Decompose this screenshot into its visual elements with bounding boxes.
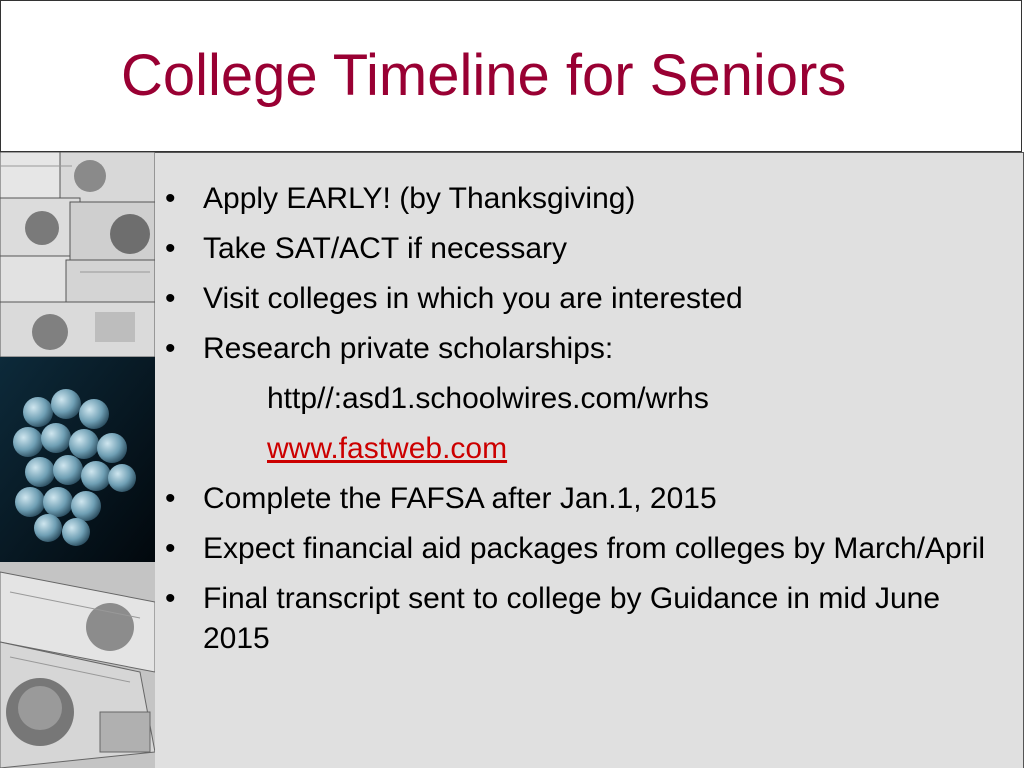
bullet-marker: •	[165, 482, 176, 515]
hundred-dollar-bills-icon	[0, 562, 155, 768]
bullet-text: Research private scholarships:	[203, 332, 614, 365]
bullet-text: Final transcript sent to college by Guidance in mid June 2015	[203, 582, 941, 655]
list-item	[155, 329, 995, 369]
list-item	[155, 279, 995, 319]
bullet-marker: •	[165, 332, 176, 365]
list-item	[155, 179, 995, 219]
bullet-text: Expect financial aid packages from colleges by March/April	[203, 532, 986, 565]
bullet-text: Take SAT/ACT if necessary	[203, 232, 568, 265]
bullet-text: Apply EARLY! (by Thanksgiving)	[203, 182, 636, 215]
side-image-collage	[0, 152, 155, 768]
list-item	[155, 229, 995, 269]
list-item	[155, 479, 995, 519]
dollar-bills-icon	[0, 152, 155, 357]
list-item	[155, 379, 995, 419]
bullet-marker: •	[165, 582, 176, 615]
list-item	[155, 429, 995, 469]
bullet-text: Complete the FAFSA after Jan.1, 2015	[203, 482, 717, 515]
slide-title: College Timeline for Seniors	[121, 43, 847, 108]
list-item	[155, 529, 995, 569]
side-image-strip	[0, 152, 155, 768]
bullet-marker: •	[165, 182, 176, 215]
content-panel	[155, 152, 1024, 768]
list-item	[155, 579, 995, 659]
bullet-list	[155, 179, 995, 669]
bullet-marker: •	[165, 232, 176, 265]
fastweb-link[interactable]: www.fastweb.com	[267, 432, 508, 465]
bullet-text: Visit colleges in which you are interested	[203, 282, 743, 315]
bullet-marker: •	[165, 282, 176, 315]
scholarship-url-text: http//:asd1.schoolwires.com/wrhs	[267, 382, 709, 415]
bullet-marker: •	[165, 532, 176, 565]
title-band	[0, 0, 1022, 152]
coins-icon	[0, 357, 155, 562]
